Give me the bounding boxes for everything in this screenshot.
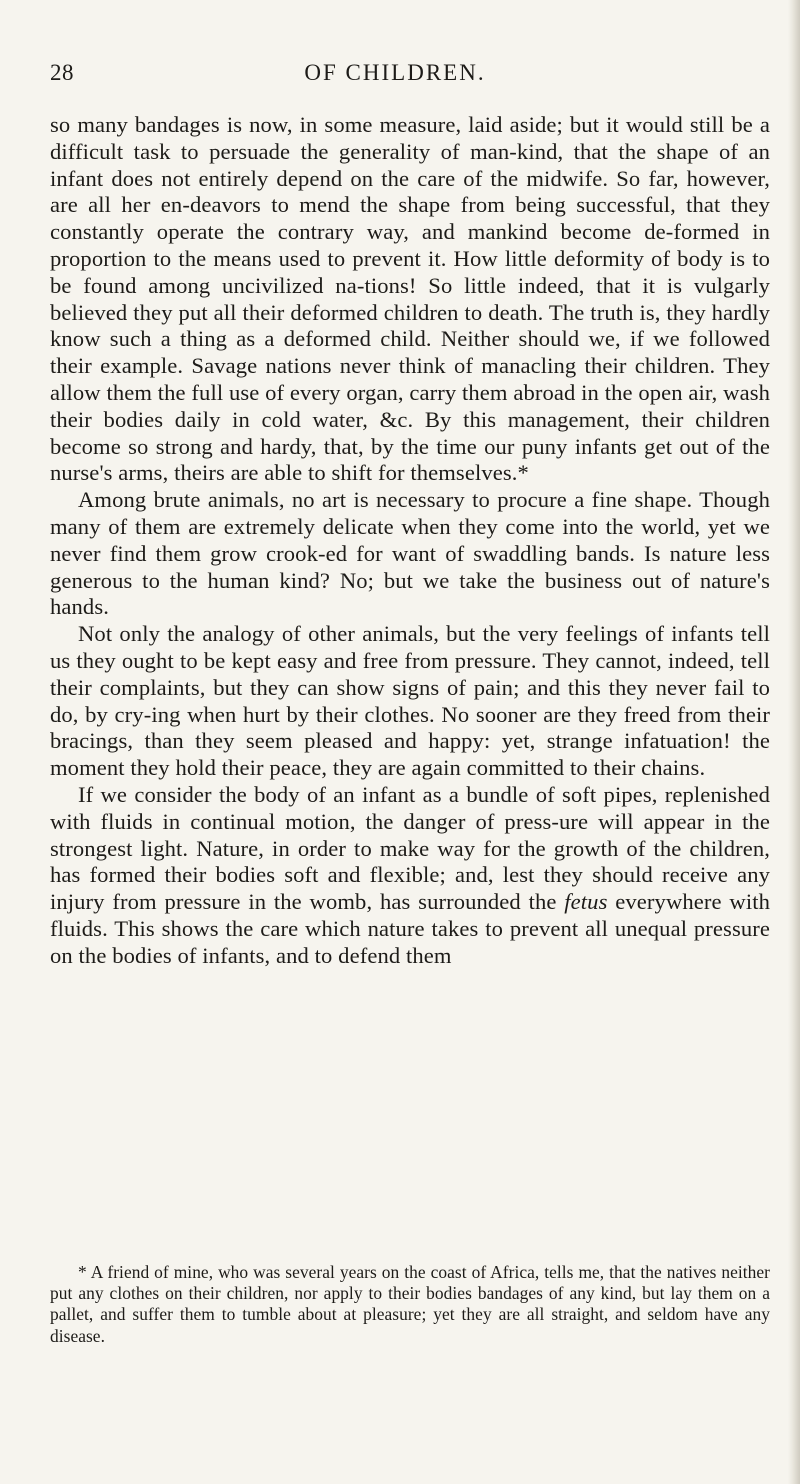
footnote-text: * A friend of mine, who was several years on the coast of Africa, tells me, that the natives neither put any clothes on their children, nor apply to their bodies bandages of any kind, but lay them on a pallet, and suffer them to tumble about at pleasure; yet they are all straight, and seldom have any disease.: [50, 1262, 770, 1346]
running-head: OF CHILDREN.: [304, 60, 486, 85]
body-text: [50, 112, 770, 970]
paragraph-text: If we consider the body of an infant as a bundle of soft pipes, replenished with fluids in continual motion, the danger of press-ure will appear in the strongest light. Nature, in order to make way for the growth of the children, has formed their bodies soft and flexible; and, lest they should receive any injury from pressure in the womb, has surrounded the: [50, 781, 770, 915]
page-number: 28: [50, 60, 74, 85]
page-header: [50, 60, 730, 94]
paragraph: Not only the analogy of other animals, but the very feelings of infants tell us they ought to be kept easy and free from pressure. They cannot, indeed, tell their complaints, but they can show signs of pain; and this they never fail to do, by cry-ing when hurt by their clothes. No sooner are they freed from their bracings, than they seem pleased and happy: yet, strange infatuation! the moment they hold their peace, they are again committed to their chains.: [50, 621, 770, 781]
italic-word: fetus: [564, 889, 608, 915]
page-edge-shadow: [788, 0, 800, 1484]
paragraph-text: everywhere with fluids. This shows the care which nature takes to prevent all unequal pressure on the bodies of infants, and to defend them: [50, 889, 770, 968]
paragraph: [50, 782, 770, 970]
footnote: [50, 1262, 770, 1347]
paragraph: Among brute animals, no art is necessary to procure a fine shape. Though many of them are extremely delicate when they come into the world, yet we never find them grow crook-ed for want of swaddling bands. Is nature less generous to the human kind? No; but we take the business out of nature's hands.: [50, 487, 770, 620]
paragraph: so many bandages is now, in some measure, laid aside; but it would still be a difficult task to persuade the generality of man-kind, that the shape of an infant does not entirely depend on the care of the midwife. So far, however, are all her en-deavors to mend the shape from being successful, that they constantly operate the contrary way, and mankind become de-formed in proportion to the means used to prevent it. How little deformity of body is to be found among uncivilized na-tions! So little indeed, that it is vulgarly believed they put all their deformed children to death. The truth is, they hardly know such a thing as a deformed child. Neither should we, if we followed their example. Savage nations never think of manacling their children. They allow them the full use of every organ, carry them abroad in the open air, wash their bodies daily in cold water, &c. By this management, their children become so strong and hardy, that, by the time our puny infants get out of the nurse's arms, theirs are able to shift for themselves.*: [50, 112, 770, 486]
